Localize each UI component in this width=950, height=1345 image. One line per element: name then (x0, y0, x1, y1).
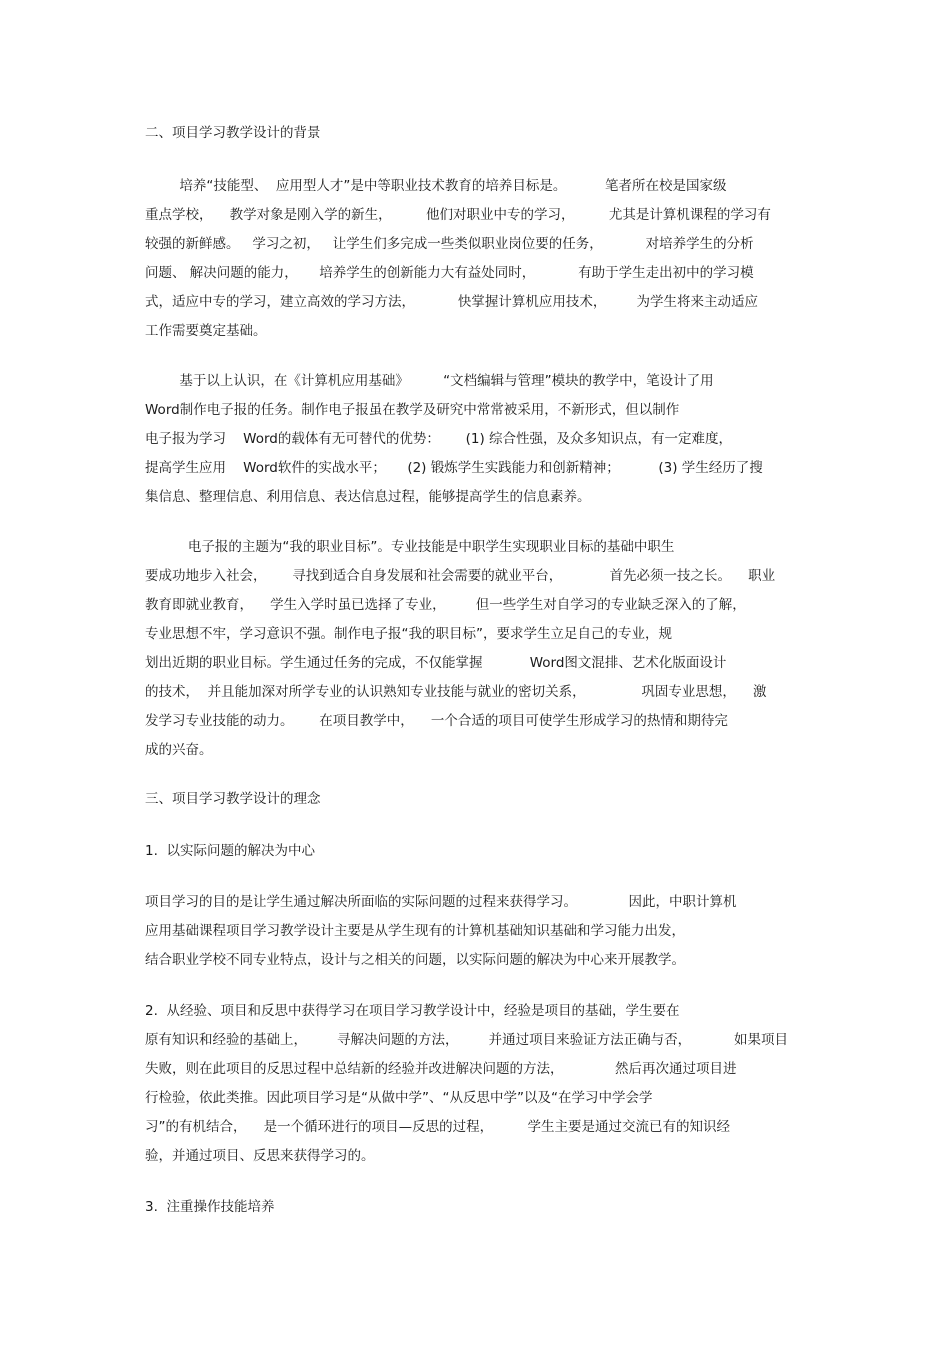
paragraph-line: 发学习专业技能的动力。 在项目教学中， 一个合适的项目可使学生形成学习的热情和期待完 (145, 713, 728, 729)
paragraph-line: 培养“技能型、 应用型人才”是中等职业技术教育的培养目标是。 笔者所在校是国家级 (145, 178, 727, 194)
paragraph-line: 电子报的主题为“我的职业目标”。专业技能是中职学生实现职业目标的基础中职生 (145, 539, 675, 555)
paragraph-line: 集信息、整理信息、利用信息、表达信息过程，能够提高学生的信息素养。 (145, 489, 591, 505)
paragraph-line: 成的兴奋。 (145, 742, 213, 758)
paragraph-line: 失败，则在此项目的反思过程中总结新的经验并改进解决问题的方法， 然后再次通过项目进 (145, 1061, 737, 1077)
paragraph-line: 结合职业学校不同专业特点，设计与之相关的问题，以实际问题的解决为中心来开展教学。 (145, 952, 685, 968)
item-heading-1: 1. 以实际问题的解决为中心 (145, 843, 315, 859)
paragraph-line: 较强的新鲜感。 学习之初， 让学生们多完成一些类似职业岗位要的任务， 对培养学生的分析 (145, 236, 754, 252)
paragraph-line: 的技术， 并且能加深对所学专业的认识熟知专业技能与就业的密切关系， 巩固专业思想， 激 (145, 684, 767, 700)
paragraph-line: 基于以上认识，在《计算机应用基础》 “文档编辑与管理”模块的教学中，笔设计了用 (145, 373, 714, 389)
paragraph-line: 原有知识和经验的基础上， 寻解决问题的方法， 并通过项目来验证方法正确与否， 如果项目 (145, 1032, 788, 1048)
paragraph-line: 应用基础课程项目学习教学设计主要是从学生现有的计算机基础知识基础和学习能力出发， (145, 923, 685, 939)
paragraph-line: 式，适应中专的学习，建立高效的学习方法， 快掌握计算机应用技术， 为学生将来主动适应 (145, 294, 758, 310)
paragraph-line: 工作需要奠定基础。 (145, 323, 267, 339)
paragraph-line: 重点学校， 教学对象是刚入学的新生， 他们对职业中专的学习， 尤其是计算机课程的学习有 (145, 207, 771, 223)
paragraph-line: 问题、 解决问题的能力， 培养学生的创新能力大有益处同时， 有助于学生走出初中的学习模 (145, 265, 754, 281)
paragraph-line: 电子报为学习 Word的载体有无可替代的优势： (1) 综合性强，及众多知识点，有一定难度， (145, 431, 733, 447)
paragraph-line: 要成功地步入社会， 寻找到适合自身发展和社会需要的就业平台， 首先必须一技之长。 职业 (145, 568, 776, 584)
paragraph-line: 行检验，依此类推。因此项目学习是“从做中学”、“从反思中学”以及“在学习中学会学 (145, 1090, 653, 1106)
section-heading-concept: 三、项目学习教学设计的理念 (145, 791, 321, 807)
paragraph-line: 项目学习的目的是让学生通过解决所面临的实际问题的过程来获得学习。 因此，中职计算机 (145, 894, 737, 910)
paragraph-line: 教育即就业教育， 学生入学时虽已选择了专业， 但一些学生对自学习的专业缺乏深入的了解， (145, 597, 746, 613)
paragraph-line: 验，并通过项目、反思来获得学习的。 (145, 1148, 375, 1164)
paragraph-line: 2. 从经验、项目和反思中获得学习在项目学习教学设计中，经验是项目的基础，学生要在 (145, 1003, 680, 1019)
paragraph-line: 专业思想不牢，学习意识不强。制作电子报“我的职目标”，要求学生立足自己的专业，规 (145, 626, 672, 642)
paragraph-line: 提高学生应用 Word软件的实战水平； (2) 锻炼学生实践能力和创新精神； (3) 学生经历了搜 (145, 460, 763, 476)
paragraph-line: Word制作电子报的任务。制作电子报虽在教学及研究中常常被采用，不新形式，但以制作 (145, 402, 680, 418)
paragraph-line: 划出近期的职业目标。学生通过任务的完成，不仅能掌握 Word图文混排、艺术化版面设计 (145, 655, 727, 671)
section-heading-background: 二、项目学习教学设计的背景 (145, 125, 321, 141)
item-heading-3: 3. 注重操作技能培养 (145, 1199, 275, 1215)
paragraph-line: 习”的有机结合， 是一个循环进行的项目—反思的过程， 学生主要是通过交流已有的知识经 (145, 1119, 730, 1135)
